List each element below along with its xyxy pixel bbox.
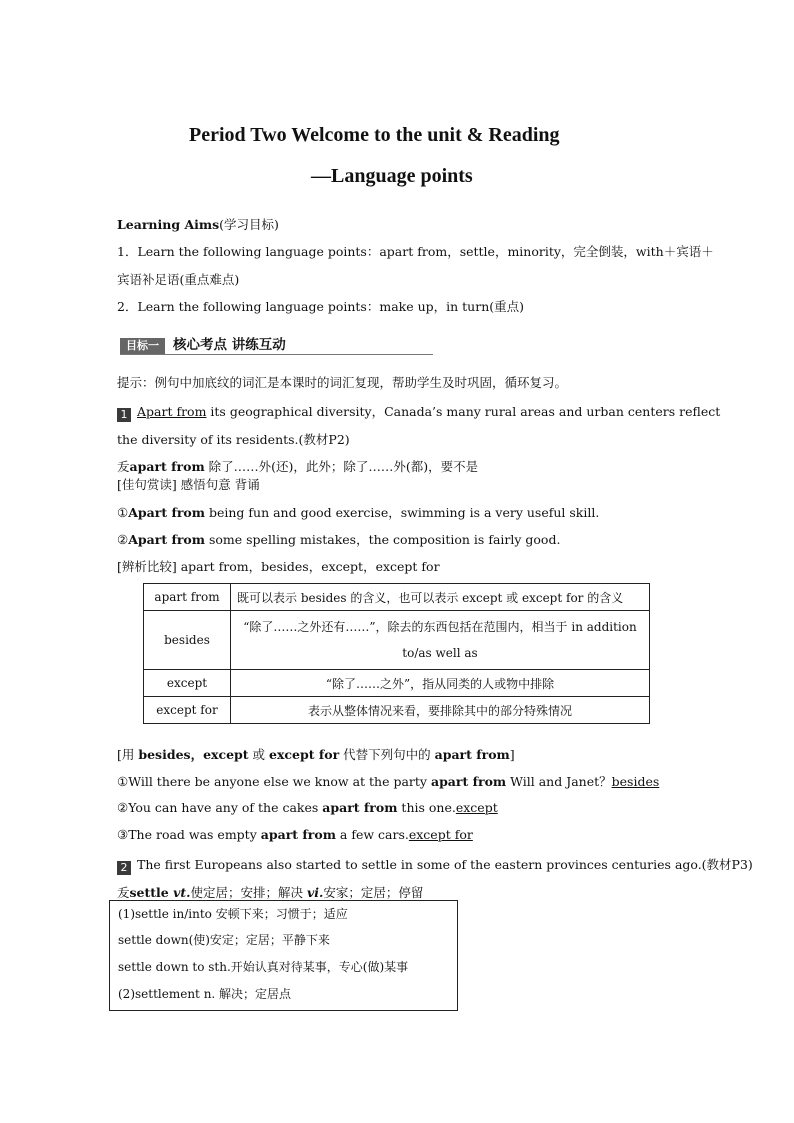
table-cell-desc: “除了……之外还有……”，除去的东西包括在范围内，相当于 in addition to/as well as (231, 611, 650, 670)
definition-line: 叐apart from 除了……外(还)，此外；除了……外(都)，要不是 (117, 459, 479, 474)
aim-item-1: 1．Learn the following language points：apart from，settle，minority，完全倒装，with＋宾语＋ (117, 244, 714, 259)
item-1-sentence: 1 Apart from its geographical diversity，Canada’s many rural areas and urban centers reflect (117, 402, 720, 422)
table-row (144, 584, 650, 611)
section-divider (120, 354, 433, 355)
exercise-question-1: ①Will there be anyone else we know at the party apart from Will and Janet？besides (117, 774, 660, 789)
table-row (144, 697, 650, 724)
table-row (144, 611, 650, 670)
table-cell-desc: “除了……之外”，指从同类的人或物中排除 (231, 670, 650, 697)
box-line: (2)settlement n. 解决；定居点 (118, 987, 292, 1001)
section-title: 核心考点 讲练互动 (173, 337, 286, 353)
learning-aims-heading (117, 215, 279, 233)
item-2-sentence: 2 The first Europeans also started to settle in some of the eastern provinces centuries ago.(教材P3) (117, 855, 753, 875)
box-line: (1)settle in/into 安顿下来；习惯于；适应 (118, 907, 348, 921)
aims-heading-cn: (学习目标) (219, 217, 279, 232)
example-2: ②Apart from some spelling mistakes，the composition is fairly good. (117, 532, 561, 547)
item-number-badge: 2 (117, 861, 131, 875)
aim-item-1-cont: 宾语补足语(重点难点) (117, 272, 240, 287)
table-row (144, 670, 650, 697)
definition-marker: 叐 (117, 459, 130, 474)
table-cell-desc: 表示从整体情况来看，要排除其中的部分特殊情况 (231, 697, 650, 724)
page-title: Period Two Welcome to the unit & Reading (189, 124, 560, 146)
box-line: settle down to sth.开始认真对待某事，专心(做)某事 (118, 960, 409, 974)
exercise-question-2: ②You can have any of the cakes apart from this one.except (117, 800, 498, 815)
exercise-instructions: [用 besides，except 或 except for 代替下列句中的 apart from] (117, 747, 515, 762)
underlined-phrase: Apart from (137, 404, 207, 419)
comparison-table (143, 583, 650, 724)
hint-text: 提示：例句中加底纹的词汇是本课时的词汇复现，帮助学生及时巩固，循环复习。 (117, 375, 568, 390)
answer-text: except (455, 800, 498, 815)
page-subtitle: —Language points (311, 165, 473, 187)
table-cell-word: besides (144, 611, 231, 670)
compare-label: [辨析比较] apart from，besides，except，except for (117, 559, 440, 574)
item-number-badge: 1 (117, 408, 131, 422)
answer-text: except for (408, 827, 473, 842)
aim-item-2: 2．Learn the following language points：make up，in turn(重点) (117, 299, 525, 314)
definition-marker: 叐 (117, 885, 130, 900)
definition-word: apart from (129, 459, 205, 474)
exercise-question-3: ③The road was empty apart from a few cars.except for (117, 827, 473, 842)
box-line: settle down(使)安定；定居；平静下来 (118, 933, 330, 947)
table-cell-word: except (144, 670, 231, 697)
example-1: ①Apart from being fun and good exercise，swimming is a very useful skill. (117, 505, 600, 520)
section-header (120, 333, 286, 354)
settle-usage-box (109, 900, 458, 1011)
section-tag: 目标一 (120, 338, 165, 354)
appreciate-label: [佳句赏读] 感悟句意 背诵 (117, 477, 260, 492)
aims-heading-en: Learning Aims (117, 217, 220, 232)
table-cell-word: apart from (144, 584, 231, 611)
table-cell-word: except for (144, 697, 231, 724)
answer-text: besides (611, 774, 660, 789)
table-cell-desc: 既可以表示 besides 的含义，也可以表示 except 或 except for 的含义 (231, 584, 650, 611)
item-1-sentence-cont: the diversity of its residents.(教材P2) (117, 432, 350, 447)
definition-line-2: 叐settle vt.使定居；安排；解决 vi.安家；定居；停留 (117, 885, 424, 900)
